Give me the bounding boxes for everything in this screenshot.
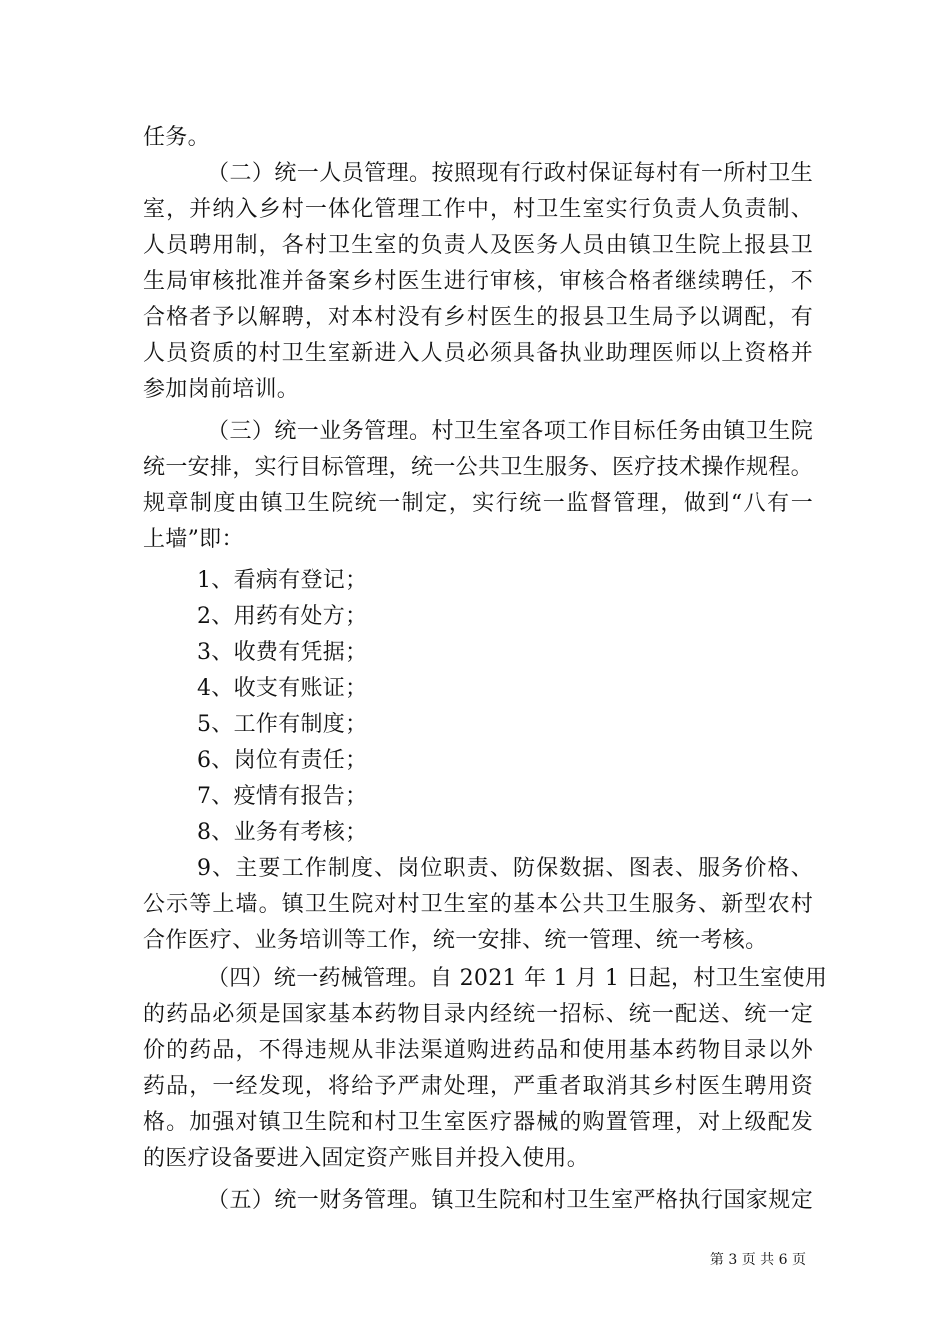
- text-line: （五）统一财务管理。镇卫生院和村卫生室严格执行国家规定: [207, 1188, 813, 1213]
- text-line: 的药品必须是国家基本药物目录内经统一招标、统一配送、统一定: [143, 1002, 813, 1027]
- text-line: 合作医疗、业务培训等工作，统一安排、统一管理、统一考核。: [143, 928, 768, 953]
- list-item: 3、收费有凭据；: [197, 640, 368, 665]
- text-line: 药品，一经发现，将给予严肃处理，严重者取消其乡村医生聘用资: [143, 1074, 813, 1099]
- list-item: 5、工作有制度；: [197, 712, 368, 737]
- list-item: 6、岗位有责任；: [197, 748, 368, 773]
- text-line: 价的药品，不得违规从非法渠道购进药品和使用基本药物目录以外: [143, 1038, 813, 1063]
- list-item: 8、业务有考核；: [197, 820, 368, 845]
- text-line: 参加岗前培训。: [143, 377, 300, 402]
- text-line: 人员聘用制，各村卫生室的负责人及医务人员由镇卫生院上报县卫: [143, 233, 813, 258]
- text-line: 上墙”即：: [143, 527, 244, 552]
- text-line: 生局审核批准并备案乡村医生进行审核，审核合格者继续聘任，不: [143, 269, 813, 294]
- list-item: 2、用药有处方；: [197, 604, 368, 629]
- text-line: 公示等上墙。镇卫生院对村卫生室的基本公共卫生服务、新型农村: [143, 892, 813, 917]
- list-item: 1、看病有登记；: [197, 568, 368, 593]
- text-line: 规章制度由镇卫生院统一制定，实行统一监督管理，做到“八有一: [143, 491, 813, 516]
- text-line: （三）统一业务管理。村卫生室各项工作目标任务由镇卫生院: [207, 419, 813, 444]
- text-line: （四）统一药械管理。自 2021 年 1 月 1 日起，村卫生室使用: [207, 966, 828, 991]
- text-line: 合格者予以解聘，对本村没有乡村医生的报县卫生局予以调配，有: [143, 305, 813, 330]
- text-line: 统一安排，实行目标管理，统一公共卫生服务、医疗技术操作规程。: [143, 455, 813, 480]
- page-number: 第 3 页 共 6 页: [709, 1252, 806, 1268]
- text-line: 的医疗设备要进入固定资产账目并投入使用。: [143, 1146, 590, 1171]
- list-item: 7、疫情有报告；: [197, 784, 368, 809]
- text-line: 室，并纳入乡村一体化管理工作中，村卫生室实行负责人负责制、: [143, 197, 813, 222]
- list-item: 4、收支有账证；: [197, 676, 368, 701]
- list-item: 9、主要工作制度、岗位职责、防保数据、图表、服务价格、: [197, 856, 813, 881]
- text-line: 格。加强对镇卫生院和村卫生室医疗器械的购置管理，对上级配发: [143, 1110, 813, 1135]
- text-line: （二）统一人员管理。按照现有行政村保证每村有一所村卫生: [207, 161, 813, 186]
- text-line: 人员资质的村卫生室新进入人员必须具备执业助理医师以上资格并: [143, 341, 813, 366]
- text-line: 任务。: [143, 125, 210, 150]
